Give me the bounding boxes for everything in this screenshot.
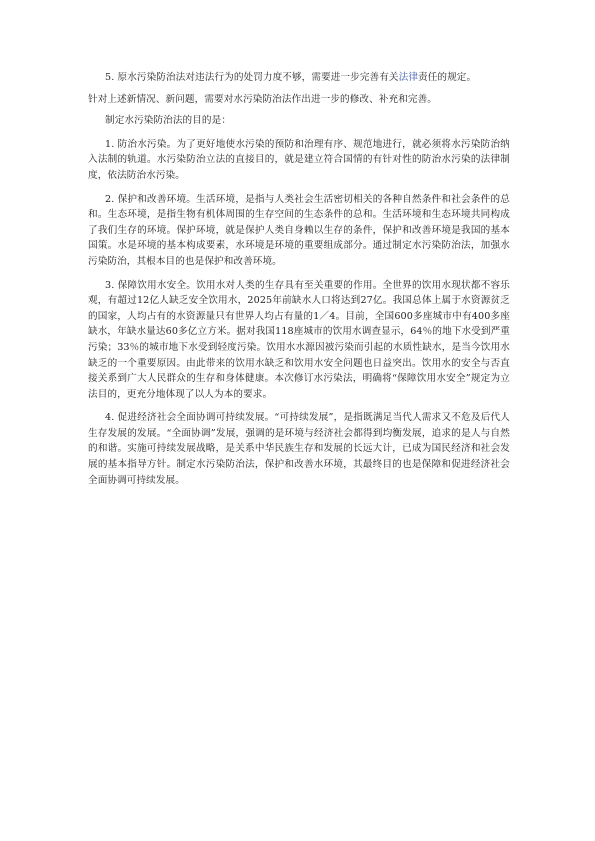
law-link[interactable]: 法律 <box>398 72 419 83</box>
document-page <box>88 70 510 488</box>
paragraph-item-5-text: 5. 原水污染防治法对违法行为的处罚力度不够，需要进一步完善有关 <box>105 72 399 83</box>
purpose-item-3: 3. 保障饮用水安全。饮用水对人类的生存具有至关重要的作用。全世界的饮用水现状都不容乐观，有超过12亿人缺乏安全饮用水，2025年前缺水人口将达到27亿。我国总体上属于水资源贫乏的国家，人均占有的水资源量只有世界人均占有量的1／4。目前，全国600多座城市中有400多座缺水，年缺水量达60多亿立方米。据对我国118座城市的饮用水调查显示，64％的地下水受到严重污染；33％的城市地下水受到轻度污染。饮用水水源因被污染而引起的水质性缺水，是当今饮用水缺乏的一个重要原因。由此带来的饮用水缺乏和饮用水安全问题也日益突出。饮用水的安全与否直接关系到广大人民群众的生存和身体健康。本次修订水污染法，明确将“保障饮用水安全”规定为立法目的，更充分地体现了以人为本的要求。 <box>88 279 510 400</box>
summary-paragraph: 针对上述新情况、新问题，需要对水污染防治法作出进一步的修改、补充和完善。 <box>88 93 437 105</box>
purpose-item-2: 2. 保护和改善环境。生活环境，是指与人类社会生活密切相关的各种自然条件和社会条件的总和。生态环境，是指生物有机体周围的生存空间的生态条件的总和。生活环境和生态环境共同构成了我们生存的环境。保护环境，就是保护人类自身赖以生存的条件，保护和改善环境是我国的基本国策。水是环境的基本构成要素，水环境是环境的重要组成部分。通过制定水污染防治法，加强水污染防治，其根本目的也是保护和改善环境。 <box>88 193 510 267</box>
purpose-item-4: 4. 促进经济社会全面协调可持续发展。“可持续发展”，是指既满足当代人需求又不危及后代人生存发展的发展。“全面协调”发展，强调的是环境与经济社会都得到均衡发展，追求的是人与自然的和谐。实施可持续发展战略，是关系中华民族生存和发展的长远大计，已成为国民经济和社会发展的基本指导方针。制定水污染防治法，保护和改善水环境，其最终目的也是保障和促进经济社会全面协调可持续发展。 <box>88 412 510 486</box>
purpose-intro: 制定水污染防治法的目的是： <box>105 115 232 127</box>
paragraph-item-5 <box>88 70 510 86</box>
purpose-item-1: 1. 防治水污染。为了更好地使水污染的预防和治理有序、规范地进行，就必须将水污染防治纳入法制的轨道。水污染防治立法的直接目的，就是建立符合国情的有针对性的防治水污染的法律制度，依法防治水污染。 <box>88 138 510 181</box>
paragraph-item-5-tail: 责任的规定。 <box>418 72 477 83</box>
